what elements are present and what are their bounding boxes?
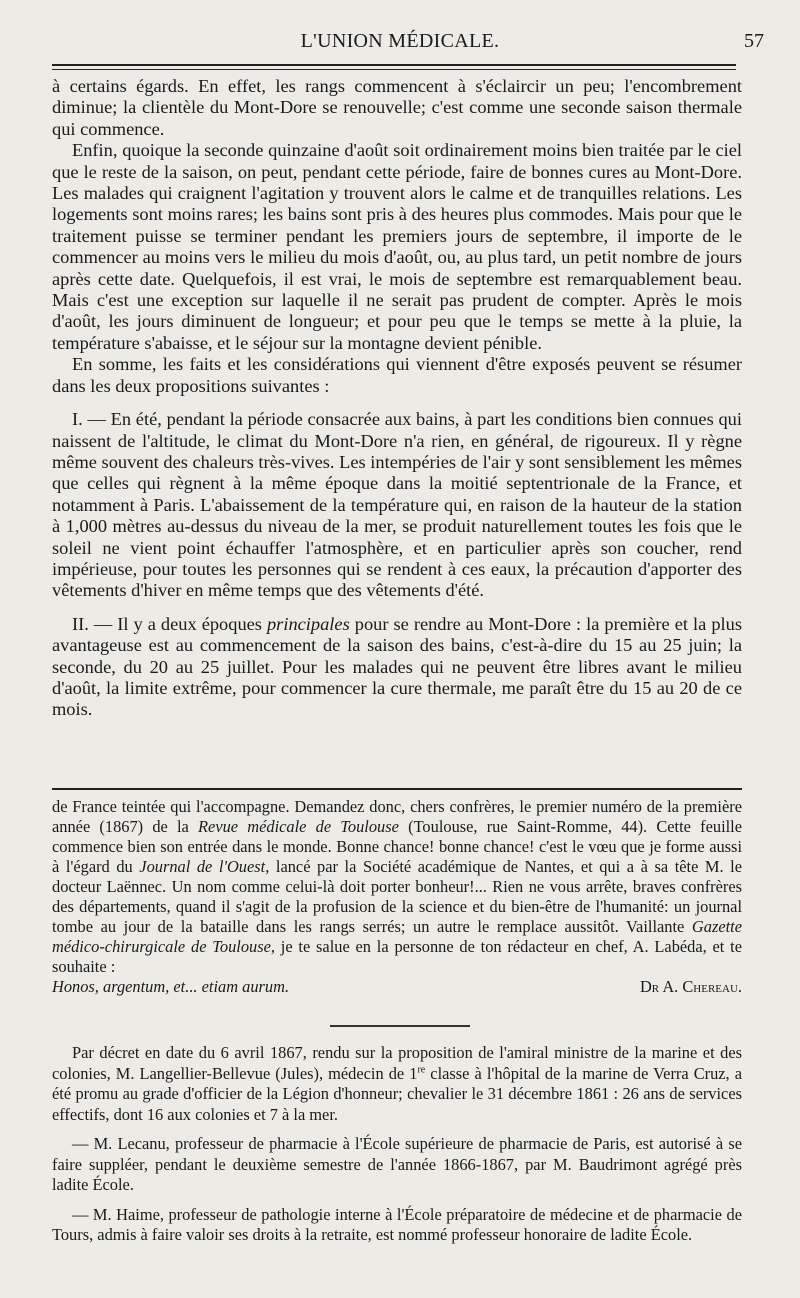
news-item: — M. Lecanu, professeur de pharmacie à l'École supérieure de pharmacie de Paris, est autorisé à se faire suppléer, pendant le deuxième semestre de l'année 1866-1867, par M. Baudrimont agrégé près ladite École. xyxy=(52,1134,742,1194)
proposition-two: II. — Il y a deux époques principales pour se rendre au Mont-Dore : la première et la plus avantageuse est au commencement de la saison des bains, c'est-à-dire du 15 au 25 juin; la seconde, du 20 au 25 juillet. Pour les malades qui ne peuvent être libres avant le milieu d'août, la limite extrême, pour commencer la cure thermale, me paraît être du 15 au 20 de ce mois. xyxy=(52,613,742,720)
section-divider xyxy=(330,1025,470,1027)
news-item: Par décret en date du 6 avril 1867, rendu sur la proposition de l'amiral ministre de la marine et des colonies, M. Langellier-Bellevue (Jules), médecin de 1re classe à l'hôpital de la marine de Verra Cruz, a été promu au grade d'officier de la Légion d'honneur; chevalier le 31 décembre 1861 : 26 ans de services effectifs, dont 16 aux colonies et 7 à la mer. xyxy=(52,1043,742,1124)
running-title: L'UNION MÉDICALE. xyxy=(300,30,500,52)
proposition-one: I. — En été, pendant la période consacrée aux bains, à part les conditions bien connues qui naissent de l'altitude, le climat du Mont-Dore n'a rien, en général, de rigoureux. Il y règne même souvent des chaleurs très-vives. Les intempéries de l'air y sont sensiblement les mêmes que celles qui règnent à la même époque dans la moitié septentrionale de la France, et notamment à Paris. L'abaissement de la température qui, en raison de la hauteur de la station à 1,000 mètres au-dessus du niveau de la mer, se produit naturellement toutes les fois que le soleil ne vient point échauffer l'atmosphère, et en particulier après son coucher, rend impérieuse, pour toutes les personnes qui se rendent à ces eaux, la précaution d'apporter des vêtements d'hiver en même temps que des vêtements d'été. xyxy=(52,409,742,601)
feuilleton-separator xyxy=(52,788,742,790)
feuilleton-column xyxy=(52,797,742,997)
feuilleton-paragraph: de France teintée qui l'accompagne. Demandez donc, chers confrères, le premier numéro de la première année (1867) de la Revue médicale de Toulouse (Toulouse, rue Saint-Romme, 44). Cette feuille commence bien son entrée dans le monde. Bonne chance! bonne chance! c'est le vœu que je forme aussi à l'égard du Journal de l'Ouest, lancé par la Société académique de Nantes, et qui a à sa tête M. le docteur Laënnec. Un nom comme celui-là doit porter bonheur!... Rien ne vous arrête, braves confrères des départements, quand il s'agit de la profusion de la science et du bien-être de l'humanité: un journal tombe au jour de la bataille dans les rangs serrés; un autre le remplace aussitôt. Vaillante Gazette médico-chirurgicale de Toulouse, je te salue en la personne de ton rédacteur en chef, A. Labéda, et te souhaite : xyxy=(52,797,743,976)
page-header xyxy=(0,30,800,66)
header-rule-thin xyxy=(52,69,736,70)
feuilleton-closing xyxy=(52,977,742,997)
paragraph: Enfin, quoique la seconde quinzaine d'août soit ordinairement moins bien traitée par le ciel que le reste de la saison, on peut, pendant cette période, faire de bonnes cures au Mont-Dore. Les malades qui craignent l'agitation y trouvent alors le calme et de tranquilles relations. Les logements sont moins rares; les bains sont pris à des heures plus commodes. Mais pour que le traitement puisse se terminer pendant les premiers jours de septembre, il importe de le commencer au moins vers le milieu du mois d'août, ou, au plus tard, un petit nombre de jours après cette date. Quelquefois, il est vrai, le mois de septembre est remarquablement beau. Mais c'est une exception sur laquelle il ne serait pas prudent de compter. Après le mois d'août, les jours diminuent de longueur; et pour peu que le temps se mette à la pluie, la température s'abaisse, et le séjour sur la montagne devient pénible. xyxy=(52,140,742,353)
main-article xyxy=(52,76,742,721)
paragraph: En somme, les faits et les considérations qui viennent d'être exposés peuvent se résumer dans les deux propositions suivantes : xyxy=(52,354,742,396)
news-items xyxy=(52,1043,742,1246)
closing-line: Honos, argentum, et... etiam aurum. xyxy=(52,977,290,996)
header-rule xyxy=(52,64,736,66)
author-signature: Dr A. Chereau. xyxy=(639,977,742,996)
paragraph: à certains égards. En effet, les rangs commencent à s'éclaircir un peu; l'encombrement diminue; la clientèle du Mont-Dore se renouvelle; c'est comme une seconde saison thermale qui commence. xyxy=(52,76,742,139)
page-number: 57 xyxy=(744,30,764,52)
news-item: — M. Haime, professeur de pathologie interne à l'École préparatoire de médecine et de pharmacie de Tours, admis à faire valoir ses droits à la retraite, est nommé professeur honoraire de ladite École. xyxy=(52,1204,742,1244)
